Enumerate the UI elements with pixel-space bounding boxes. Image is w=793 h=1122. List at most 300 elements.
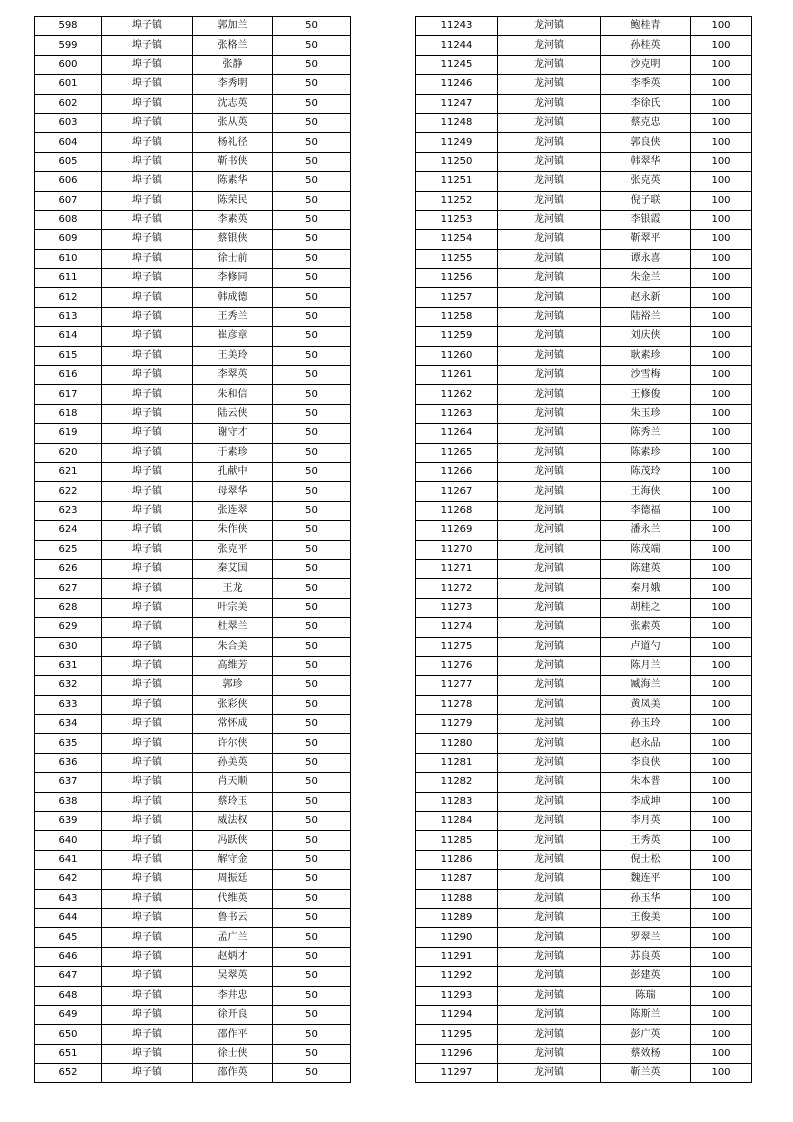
town-cell: 埠子镇	[102, 792, 193, 811]
serial-number-cell: 626	[35, 559, 102, 578]
amount-cell: 100	[691, 579, 752, 598]
town-cell: 龙河镇	[498, 656, 601, 675]
name-cell: 孙桂英	[601, 36, 691, 55]
table-row	[416, 1025, 752, 1044]
amount-cell: 50	[273, 812, 351, 831]
amount-cell: 50	[273, 1025, 351, 1044]
serial-number-cell: 11262	[416, 385, 498, 404]
town-cell: 埠子镇	[102, 598, 193, 617]
name-cell: 沈志英	[193, 94, 273, 113]
table-row	[416, 133, 752, 152]
town-cell: 龙河镇	[498, 870, 601, 889]
table-row	[35, 17, 351, 36]
table-row	[416, 17, 752, 36]
table-row	[35, 443, 351, 462]
table-row	[35, 734, 351, 753]
name-cell: 朱玉珍	[601, 404, 691, 423]
name-cell: 郭珍	[193, 676, 273, 695]
table-row	[416, 269, 752, 288]
town-cell: 埠子镇	[102, 501, 193, 520]
town-cell: 龙河镇	[498, 172, 601, 191]
amount-cell: 50	[273, 346, 351, 365]
table-row	[35, 695, 351, 714]
name-cell: 陈瑞	[601, 986, 691, 1005]
name-cell: 倪子联	[601, 191, 691, 210]
table-row	[35, 501, 351, 520]
name-cell: 陆云侠	[193, 404, 273, 423]
amount-cell: 100	[691, 734, 752, 753]
table-row	[35, 1025, 351, 1044]
serial-number-cell: 11243	[416, 17, 498, 36]
town-cell: 埠子镇	[102, 36, 193, 55]
amount-cell: 100	[691, 1064, 752, 1083]
amount-cell: 100	[691, 133, 752, 152]
town-cell: 埠子镇	[102, 366, 193, 385]
town-cell: 龙河镇	[498, 1064, 601, 1083]
name-cell: 孙玉华	[601, 889, 691, 908]
serial-number-cell: 620	[35, 443, 102, 462]
town-cell: 龙河镇	[498, 346, 601, 365]
town-cell: 龙河镇	[498, 191, 601, 210]
table-row	[416, 870, 752, 889]
amount-cell: 100	[691, 967, 752, 986]
name-cell: 张克平	[193, 540, 273, 559]
town-cell: 埠子镇	[102, 424, 193, 443]
town-cell: 埠子镇	[102, 986, 193, 1005]
town-cell: 龙河镇	[498, 618, 601, 637]
table-row	[416, 908, 752, 927]
name-cell: 陈素珍	[601, 443, 691, 462]
table-row	[35, 288, 351, 307]
table-row	[35, 540, 351, 559]
amount-cell: 100	[691, 346, 752, 365]
table-row	[35, 908, 351, 927]
serial-number-cell: 628	[35, 598, 102, 617]
serial-number-cell: 625	[35, 540, 102, 559]
name-cell: 吴翠英	[193, 967, 273, 986]
town-cell: 龙河镇	[498, 17, 601, 36]
serial-number-cell: 619	[35, 424, 102, 443]
amount-cell: 50	[273, 17, 351, 36]
table-row	[416, 443, 752, 462]
table-row	[35, 366, 351, 385]
table-row	[35, 404, 351, 423]
name-cell: 常怀成	[193, 715, 273, 734]
name-cell: 蔡克忠	[601, 113, 691, 132]
serial-number-cell: 616	[35, 366, 102, 385]
name-cell: 秦艾国	[193, 559, 273, 578]
amount-cell: 100	[691, 928, 752, 947]
town-cell: 埠子镇	[102, 327, 193, 346]
town-cell: 埠子镇	[102, 831, 193, 850]
serial-number-cell: 603	[35, 113, 102, 132]
serial-number-cell: 614	[35, 327, 102, 346]
town-cell: 龙河镇	[498, 385, 601, 404]
town-cell: 龙河镇	[498, 55, 601, 74]
name-cell: 冯跃侠	[193, 831, 273, 850]
serial-number-cell: 11277	[416, 676, 498, 695]
table-row	[35, 947, 351, 966]
amount-cell: 50	[273, 1064, 351, 1083]
amount-cell: 50	[273, 269, 351, 288]
town-cell: 龙河镇	[498, 715, 601, 734]
town-cell: 埠子镇	[102, 113, 193, 132]
serial-number-cell: 598	[35, 17, 102, 36]
name-cell: 韩成德	[193, 288, 273, 307]
name-cell: 王秀英	[601, 831, 691, 850]
amount-cell: 100	[691, 36, 752, 55]
amount-cell: 100	[691, 870, 752, 889]
serial-number-cell: 11297	[416, 1064, 498, 1083]
table-row	[35, 579, 351, 598]
town-cell: 龙河镇	[498, 152, 601, 171]
amount-cell: 100	[691, 947, 752, 966]
table-row	[416, 1005, 752, 1024]
town-cell: 龙河镇	[498, 366, 601, 385]
name-cell: 鲍桂青	[601, 17, 691, 36]
table-row	[35, 482, 351, 501]
amount-cell: 100	[691, 17, 752, 36]
serial-number-cell: 11271	[416, 559, 498, 578]
town-cell: 埠子镇	[102, 385, 193, 404]
amount-cell: 100	[691, 191, 752, 210]
town-cell: 龙河镇	[498, 210, 601, 229]
town-cell: 埠子镇	[102, 249, 193, 268]
name-cell: 母翠华	[193, 482, 273, 501]
amount-cell: 50	[273, 404, 351, 423]
table-row	[416, 1064, 752, 1083]
name-cell: 蔡效杨	[601, 1044, 691, 1063]
amount-cell: 50	[273, 133, 351, 152]
town-cell: 埠子镇	[102, 288, 193, 307]
table-row	[35, 870, 351, 889]
name-cell: 于素珍	[193, 443, 273, 462]
name-cell: 徐士侠	[193, 1044, 273, 1063]
town-cell: 龙河镇	[498, 1025, 601, 1044]
town-cell: 龙河镇	[498, 462, 601, 481]
town-cell: 埠子镇	[102, 850, 193, 869]
amount-cell: 50	[273, 947, 351, 966]
serial-number-cell: 639	[35, 812, 102, 831]
serial-number-cell: 11254	[416, 230, 498, 249]
town-cell: 龙河镇	[498, 812, 601, 831]
serial-number-cell: 11245	[416, 55, 498, 74]
table-row	[416, 889, 752, 908]
name-cell: 崔彦章	[193, 327, 273, 346]
table-row	[416, 307, 752, 326]
table-row	[35, 191, 351, 210]
table-row	[416, 288, 752, 307]
serial-number-cell: 11257	[416, 288, 498, 307]
serial-number-cell: 613	[35, 307, 102, 326]
amount-cell: 50	[273, 94, 351, 113]
name-cell: 邵作平	[193, 1025, 273, 1044]
table-row	[35, 676, 351, 695]
name-cell: 陈月兰	[601, 656, 691, 675]
table-row	[416, 598, 752, 617]
table-row	[416, 249, 752, 268]
table-row	[35, 792, 351, 811]
name-cell: 刘庆侠	[601, 327, 691, 346]
name-cell: 靳兰英	[601, 1064, 691, 1083]
table-row	[35, 346, 351, 365]
amount-cell: 100	[691, 715, 752, 734]
name-cell: 邵作英	[193, 1064, 273, 1083]
name-cell: 陆裕兰	[601, 307, 691, 326]
name-cell: 杜翠兰	[193, 618, 273, 637]
town-cell: 龙河镇	[498, 521, 601, 540]
table-row	[35, 598, 351, 617]
amount-cell: 50	[273, 831, 351, 850]
serial-number-cell: 11292	[416, 967, 498, 986]
serial-number-cell: 612	[35, 288, 102, 307]
serial-number-cell: 11255	[416, 249, 498, 268]
table-row	[416, 482, 752, 501]
amount-cell: 50	[273, 637, 351, 656]
name-cell: 谭永喜	[601, 249, 691, 268]
amount-cell: 50	[273, 734, 351, 753]
name-cell: 谢守才	[193, 424, 273, 443]
table-row	[416, 36, 752, 55]
name-cell: 张彩侠	[193, 695, 273, 714]
town-cell: 埠子镇	[102, 579, 193, 598]
serial-number-cell: 640	[35, 831, 102, 850]
name-cell: 耿素珍	[601, 346, 691, 365]
town-cell: 埠子镇	[102, 695, 193, 714]
serial-number-cell: 11267	[416, 482, 498, 501]
table-row	[35, 850, 351, 869]
serial-number-cell: 644	[35, 908, 102, 927]
amount-cell: 50	[273, 482, 351, 501]
amount-cell: 100	[691, 521, 752, 540]
table-row	[35, 133, 351, 152]
amount-cell: 50	[273, 1044, 351, 1063]
amount-cell: 100	[691, 113, 752, 132]
serial-number-cell: 623	[35, 501, 102, 520]
town-cell: 埠子镇	[102, 753, 193, 772]
town-cell: 龙河镇	[498, 269, 601, 288]
table-row	[416, 850, 752, 869]
table-row	[416, 75, 752, 94]
table-row	[35, 462, 351, 481]
right-roster-table	[415, 16, 752, 1083]
name-cell: 陈建英	[601, 559, 691, 578]
town-cell: 龙河镇	[498, 133, 601, 152]
serial-number-cell: 11260	[416, 346, 498, 365]
serial-number-cell: 611	[35, 269, 102, 288]
name-cell: 陈素华	[193, 172, 273, 191]
serial-number-cell: 11261	[416, 366, 498, 385]
town-cell: 龙河镇	[498, 75, 601, 94]
name-cell: 朱作侠	[193, 521, 273, 540]
amount-cell: 50	[273, 753, 351, 772]
name-cell: 李井忠	[193, 986, 273, 1005]
amount-cell: 50	[273, 210, 351, 229]
town-cell: 龙河镇	[498, 327, 601, 346]
serial-number-cell: 11279	[416, 715, 498, 734]
name-cell: 蔡玲玉	[193, 792, 273, 811]
table-row	[416, 579, 752, 598]
name-cell: 孙美英	[193, 753, 273, 772]
table-row	[35, 1044, 351, 1063]
serial-number-cell: 11282	[416, 773, 498, 792]
name-cell: 张素英	[601, 618, 691, 637]
table-row	[35, 986, 351, 1005]
table-row	[416, 385, 752, 404]
serial-number-cell: 11293	[416, 986, 498, 1005]
amount-cell: 50	[273, 850, 351, 869]
amount-cell: 50	[273, 870, 351, 889]
town-cell: 埠子镇	[102, 928, 193, 947]
table-row	[416, 172, 752, 191]
table-row	[35, 55, 351, 74]
name-cell: 陈茂玲	[601, 462, 691, 481]
name-cell: 潘永兰	[601, 521, 691, 540]
table-row	[416, 346, 752, 365]
table-row	[416, 230, 752, 249]
name-cell: 陈斯兰	[601, 1005, 691, 1024]
town-cell: 龙河镇	[498, 734, 601, 753]
table-row	[416, 327, 752, 346]
name-cell: 黄凤美	[601, 695, 691, 714]
name-cell: 张格兰	[193, 36, 273, 55]
amount-cell: 50	[273, 1005, 351, 1024]
table-row	[35, 36, 351, 55]
name-cell: 赵炳才	[193, 947, 273, 966]
table-row	[416, 812, 752, 831]
table-row	[35, 230, 351, 249]
serial-number-cell: 609	[35, 230, 102, 249]
name-cell: 靳翠平	[601, 230, 691, 249]
serial-number-cell: 11294	[416, 1005, 498, 1024]
town-cell: 龙河镇	[498, 637, 601, 656]
serial-number-cell: 11246	[416, 75, 498, 94]
amount-cell: 50	[273, 443, 351, 462]
serial-number-cell: 610	[35, 249, 102, 268]
town-cell: 埠子镇	[102, 870, 193, 889]
serial-number-cell: 607	[35, 191, 102, 210]
serial-number-cell: 11288	[416, 889, 498, 908]
table-row	[416, 967, 752, 986]
amount-cell: 50	[273, 307, 351, 326]
name-cell: 王龙	[193, 579, 273, 598]
name-cell: 张静	[193, 55, 273, 74]
serial-number-cell: 601	[35, 75, 102, 94]
serial-number-cell: 604	[35, 133, 102, 152]
name-cell: 彭建英	[601, 967, 691, 986]
town-cell: 龙河镇	[498, 559, 601, 578]
amount-cell: 50	[273, 676, 351, 695]
name-cell: 李良侠	[601, 753, 691, 772]
name-cell: 张连翠	[193, 501, 273, 520]
amount-cell: 100	[691, 695, 752, 714]
name-cell: 王修俊	[601, 385, 691, 404]
table-row	[416, 1044, 752, 1063]
name-cell: 周振廷	[193, 870, 273, 889]
name-cell: 李修同	[193, 269, 273, 288]
table-row	[416, 695, 752, 714]
serial-number-cell: 635	[35, 734, 102, 753]
name-cell: 李素英	[193, 210, 273, 229]
town-cell: 埠子镇	[102, 1025, 193, 1044]
serial-number-cell: 11266	[416, 462, 498, 481]
table-row	[416, 637, 752, 656]
table-row	[416, 618, 752, 637]
table-row	[416, 559, 752, 578]
town-cell: 埠子镇	[102, 269, 193, 288]
name-cell: 赵永品	[601, 734, 691, 753]
serial-number-cell: 618	[35, 404, 102, 423]
name-cell: 李银霞	[601, 210, 691, 229]
serial-number-cell: 11285	[416, 831, 498, 850]
name-cell: 王秀兰	[193, 307, 273, 326]
serial-number-cell: 634	[35, 715, 102, 734]
amount-cell: 100	[691, 404, 752, 423]
name-cell: 孟广兰	[193, 928, 273, 947]
town-cell: 埠子镇	[102, 75, 193, 94]
amount-cell: 100	[691, 540, 752, 559]
town-cell: 埠子镇	[102, 656, 193, 675]
name-cell: 肖天顺	[193, 773, 273, 792]
amount-cell: 100	[691, 812, 752, 831]
amount-cell: 50	[273, 113, 351, 132]
name-cell: 高维芳	[193, 656, 273, 675]
town-cell: 龙河镇	[498, 928, 601, 947]
amount-cell: 50	[273, 540, 351, 559]
serial-number-cell: 11287	[416, 870, 498, 889]
table-row	[416, 773, 752, 792]
amount-cell: 100	[691, 443, 752, 462]
town-cell: 龙河镇	[498, 443, 601, 462]
town-cell: 龙河镇	[498, 792, 601, 811]
amount-cell: 50	[273, 327, 351, 346]
amount-cell: 50	[273, 385, 351, 404]
table-row	[35, 559, 351, 578]
town-cell: 埠子镇	[102, 676, 193, 695]
table-row	[35, 172, 351, 191]
table-row	[35, 152, 351, 171]
serial-number-cell: 647	[35, 967, 102, 986]
serial-number-cell: 11249	[416, 133, 498, 152]
amount-cell: 100	[691, 94, 752, 113]
table-row	[416, 94, 752, 113]
town-cell: 埠子镇	[102, 812, 193, 831]
serial-number-cell: 627	[35, 579, 102, 598]
serial-number-cell: 617	[35, 385, 102, 404]
table-row	[35, 210, 351, 229]
serial-number-cell: 11259	[416, 327, 498, 346]
name-cell: 陈荣民	[193, 191, 273, 210]
town-cell: 龙河镇	[498, 695, 601, 714]
serial-number-cell: 641	[35, 850, 102, 869]
table-row	[416, 366, 752, 385]
town-cell: 埠子镇	[102, 191, 193, 210]
amount-cell: 50	[273, 579, 351, 598]
serial-number-cell: 652	[35, 1064, 102, 1083]
table-row	[416, 152, 752, 171]
town-cell: 埠子镇	[102, 152, 193, 171]
table-row	[35, 753, 351, 772]
name-cell: 李成坤	[601, 792, 691, 811]
serial-number-cell: 11263	[416, 404, 498, 423]
town-cell: 龙河镇	[498, 986, 601, 1005]
name-cell: 倪士松	[601, 850, 691, 869]
table-row	[416, 715, 752, 734]
name-cell: 韩翠华	[601, 152, 691, 171]
name-cell: 陈茂端	[601, 540, 691, 559]
amount-cell: 100	[691, 424, 752, 443]
table-row	[416, 521, 752, 540]
